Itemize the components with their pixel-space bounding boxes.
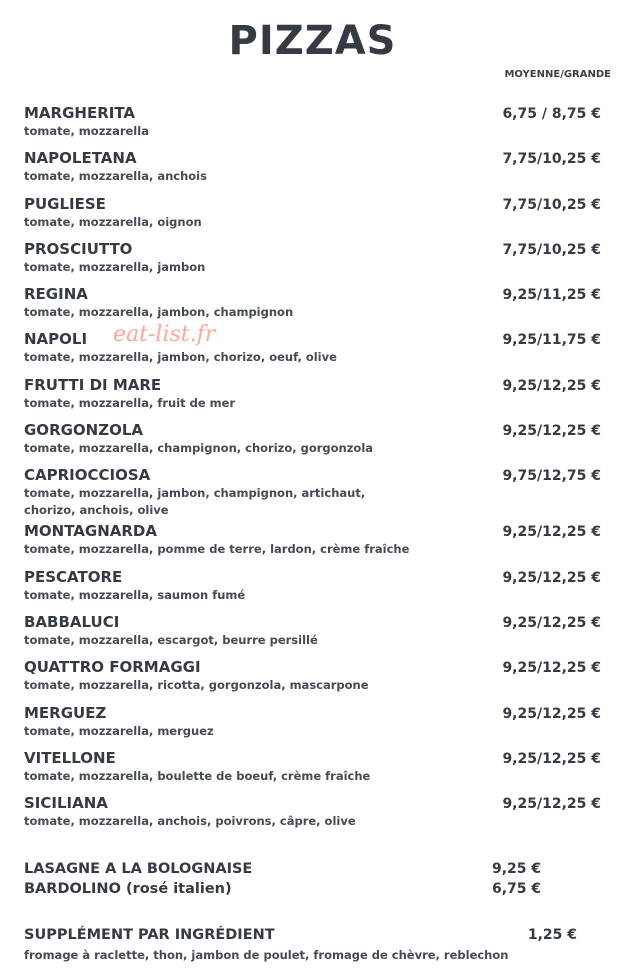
extras-list: [24, 861, 601, 901]
menu-item: [24, 149, 601, 194]
supplement-section: [24, 927, 601, 962]
pizza-ingredients: tomate, mozzarella, fruit de mer: [24, 395, 236, 410]
pizza-name: PUGLIESE: [24, 194, 106, 213]
menu-title: PIZZAS: [228, 18, 397, 64]
pizza-price: 9,25/11,25 €: [502, 287, 601, 304]
pizza-ingredients: tomate, mozzarella, jambon, champignon: [24, 305, 294, 320]
pizza-ingredients: tomate, mozzarella, anchois, poivrons, câpre, olive: [24, 814, 356, 829]
menu-item: [24, 749, 601, 794]
pizza-name: PROSCIUTTO: [24, 239, 133, 258]
menu-item: [24, 704, 601, 749]
pizza-list: [24, 104, 601, 839]
extra-name: BARDOLINO (rosé italien): [24, 881, 232, 897]
pizza-ingredients: tomate, mozzarella, jambon, champignon, artichaut, chorizo, anchois, olive: [24, 486, 366, 518]
pizza-name: MARGHERITA: [24, 104, 136, 122]
watermark: eat-list.fr: [113, 322, 216, 347]
menu-item: [24, 104, 601, 149]
pizza-name: MONTAGNARDA: [24, 522, 157, 541]
pizza-price: 9,25/12,25 €: [502, 796, 601, 813]
pizza-price: 6,75 / 8,75 €: [502, 106, 601, 122]
pizza-price: 9,25/12,25 €: [502, 750, 601, 767]
pizza-price: 9,25/12,25 €: [502, 614, 601, 631]
pizza-price: 9,25/11,75 €: [502, 332, 601, 349]
pizza-ingredients: tomate, mozzarella, escargot, beurre persillé: [24, 632, 318, 647]
pizza-price: 9,25/12,25 €: [502, 705, 601, 722]
pizza-ingredients: tomate, mozzarella: [24, 124, 149, 138]
pizza-name: NAPOLETANA: [24, 149, 137, 168]
pizza-name: QUATTRO FORMAGGI: [24, 658, 201, 677]
size-column-header: MOYENNE/GRANDE: [504, 69, 611, 80]
menu-item: [24, 285, 601, 330]
menu-item: [24, 794, 601, 839]
pizza-ingredients: tomate, mozzarella, pomme de terre, lardon, crème fraîche: [24, 542, 410, 557]
pizza-name: GORGONZOLA: [24, 421, 144, 440]
supplement-price: 1,25 €: [527, 927, 577, 943]
pizza-price: 7,75/10,25 €: [502, 151, 601, 168]
supplement-row: [24, 927, 601, 948]
pizza-price: 7,75/10,25 €: [502, 241, 601, 258]
extra-name: LASAGNE A LA BOLOGNAISE: [24, 861, 253, 877]
menu-item: [24, 466, 601, 522]
pizza-ingredients: tomate, mozzarella, oignon: [24, 214, 202, 229]
pizza-price: 9,25/12,25 €: [502, 660, 601, 677]
pizza-name: FRUTTI DI MARE: [24, 375, 162, 394]
extra-price: 9,25 €: [492, 861, 542, 877]
menu-item: [24, 195, 601, 240]
pizza-ingredients: tomate, mozzarella, boulette de boeuf, crème fraîche: [24, 768, 371, 783]
pizza-ingredients: tomate, mozzarella, jambon: [24, 259, 206, 274]
menu-item: [24, 240, 601, 285]
menu-item: [24, 376, 601, 421]
pizza-name: CAPRIOCCIOSA: [24, 466, 151, 485]
menu-item: [24, 522, 601, 567]
menu-item: [24, 613, 601, 658]
pizza-price: 9,25/12,25 €: [502, 524, 601, 541]
pizza-name: PESCATORE: [24, 567, 123, 586]
pizza-name: BABBALUCI: [24, 612, 120, 631]
menu-item: [24, 568, 601, 613]
pizza-price: 9,25/12,25 €: [502, 423, 601, 440]
pizza-ingredients: tomate, mozzarella, jambon, chorizo, oeuf, olive: [24, 350, 337, 365]
pizza-ingredients: tomate, mozzarella, ricotta, gorgonzola, mascarpone: [24, 678, 369, 693]
pizza-price: 9,25/12,25 €: [502, 377, 601, 394]
menu-item: [24, 658, 601, 703]
pizza-ingredients: tomate, mozzarella, champignon, chorizo, gorgonzola: [24, 441, 374, 456]
menu-item: [24, 421, 601, 466]
pizza-ingredients: tomate, mozzarella, merguez: [24, 723, 214, 738]
pizza-name: VITELLONE: [24, 748, 116, 767]
supplement-name: SUPPLÉMENT PAR INGRÉDIENT: [24, 927, 275, 943]
supplement-ingredients: fromage à raclette, thon, jambon de poulet, fromage de chèvre, reblechon: [24, 948, 509, 962]
menu-item: [24, 330, 601, 375]
pizza-price: 7,75/10,25 €: [502, 196, 601, 213]
pizza-name: NAPOLI: [24, 330, 88, 349]
pizza-ingredients: tomate, mozzarella, anchois: [24, 169, 207, 184]
pizza-price: 9,75/12,75 €: [502, 468, 601, 485]
extra-item: [24, 861, 601, 881]
extra-price: 6,75 €: [492, 881, 542, 897]
pizza-price: 9,25/12,25 €: [502, 569, 601, 586]
pizza-name: REGINA: [24, 285, 88, 304]
pizza-name: MERGUEZ: [24, 703, 107, 722]
pizza-name: SICILIANA: [24, 794, 108, 813]
pizza-ingredients: tomate, mozzarella, saumon fumé: [24, 587, 246, 602]
extra-item: [24, 881, 601, 901]
